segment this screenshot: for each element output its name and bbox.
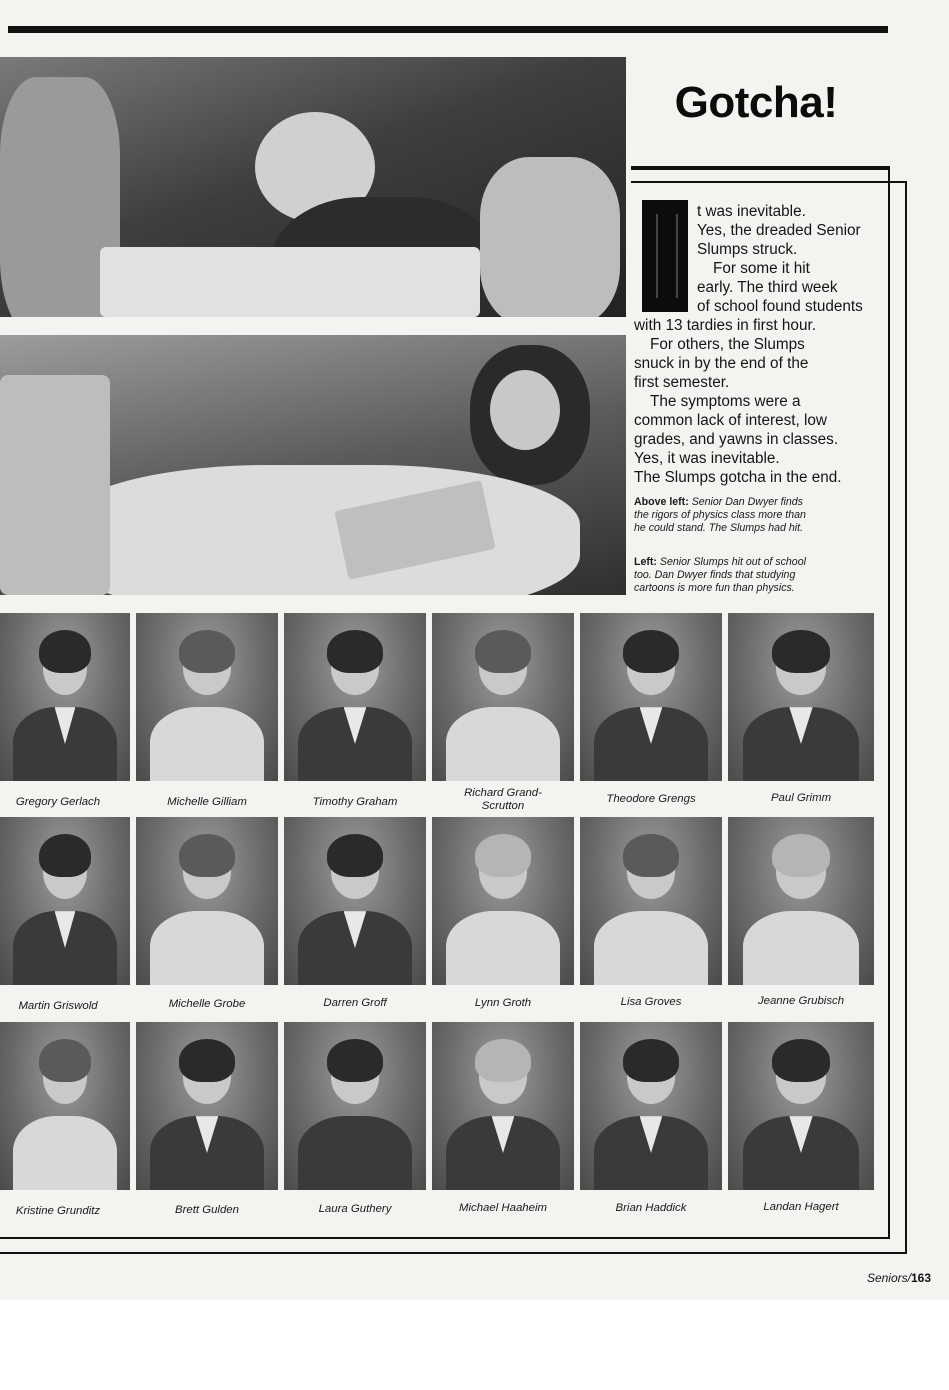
senior-name: Martin Griswold: [18, 1000, 98, 1012]
story-line: For some it hit: [713, 260, 810, 277]
story-line: The symptoms were a: [650, 393, 801, 410]
senior-portrait: [136, 613, 278, 781]
story-line: common lack of interest, low: [634, 412, 827, 429]
story-line: with 13 tardies in first hour.: [634, 317, 816, 334]
caption-line: too. Dan Dwyer finds that studying: [634, 569, 796, 581]
senior-portrait: [580, 1022, 722, 1190]
headline: Gotcha!: [674, 78, 838, 127]
story-line: first semester.: [634, 374, 730, 391]
caption-line: Senior Slumps hit out of school: [659, 556, 806, 568]
story-top-rule: [631, 166, 889, 170]
story-line: t was inevitable.: [697, 203, 806, 220]
senior-portrait: [432, 1022, 574, 1190]
senior-portrait: [580, 613, 722, 781]
senior-portrait: [580, 817, 722, 985]
senior-portrait: [0, 817, 130, 985]
story-line: Yes, the dreaded Senior: [697, 222, 861, 239]
senior-name: Michael Haaheim: [459, 1202, 547, 1214]
senior-name: Darren Groff: [323, 997, 387, 1009]
photo-student-studying-cartoons: [0, 335, 626, 595]
frame-bottom-rule-2: [0, 1252, 907, 1254]
senior-name: Michelle Grobe: [168, 998, 246, 1010]
senior-portrait: [0, 613, 130, 781]
bottom-margin: [0, 1300, 949, 1390]
story-line: Yes, it was inevitable.: [634, 450, 780, 467]
story-line: snuck in by the end of the: [634, 355, 809, 372]
senior-portrait: [728, 1022, 874, 1190]
senior-portrait: [728, 817, 874, 985]
caption-label: Left:: [634, 556, 657, 568]
story-top-rule-2: [631, 181, 907, 183]
senior-portrait: [136, 1022, 278, 1190]
story-line: For others, the Slumps: [650, 336, 805, 353]
senior-name: Laura Guthery: [318, 1203, 392, 1215]
caption-label: Above left:: [634, 496, 689, 508]
footer-separator: /: [907, 1271, 911, 1285]
senior-portrait: [432, 613, 574, 781]
senior-portrait: [284, 817, 426, 985]
senior-portrait: [284, 1022, 426, 1190]
senior-name: Lisa Groves: [620, 996, 682, 1008]
caption-line: he could stand. The Slumps had hit.: [634, 522, 804, 534]
caption-line: the rigors of physics class more than: [634, 509, 806, 521]
senior-portrait: [136, 817, 278, 985]
senior-portrait: [728, 613, 874, 781]
frame-right-rule-inner: [888, 166, 890, 1237]
page-number: 163: [910, 1271, 931, 1285]
story-line: The Slumps gotcha in the end.: [634, 469, 842, 486]
caption-above-left: [634, 496, 806, 535]
caption-line: Senior Dan Dwyer finds: [691, 496, 803, 508]
caption-left: [634, 556, 806, 595]
photo-student-in-class: [0, 57, 626, 317]
senior-name: Kristine Grunditz: [15, 1205, 101, 1217]
senior-name: Gregory Gerlach: [15, 796, 101, 808]
senior-name: Brian Haddick: [615, 1202, 687, 1214]
senior-name: Paul Grimm: [770, 792, 832, 804]
story-line: Slumps struck.: [697, 241, 798, 258]
senior-portrait: [0, 1022, 130, 1190]
story-line: grades, and yawns in classes.: [634, 431, 839, 448]
frame-right-rule-outer: [905, 181, 907, 1253]
senior-portrait: [284, 613, 426, 781]
story-line: of school found students: [697, 298, 863, 315]
senior-name: Jeanne Grubisch: [757, 995, 845, 1007]
senior-name: Brett Gulden: [175, 1204, 239, 1216]
senior-name: Timothy Graham: [312, 796, 398, 808]
senior-name: Lynn Groth: [474, 997, 532, 1009]
story-line: early. The third week: [697, 279, 838, 296]
senior-name: Richard Grand- Scrutton: [464, 787, 542, 812]
drop-cap: [642, 200, 688, 312]
caption-line: cartoons is more fun than physics.: [634, 582, 795, 594]
senior-name: Landan Hagert: [763, 1201, 839, 1213]
senior-name: Theodore Grengs: [606, 793, 696, 805]
footer-section: Seniors: [866, 1271, 908, 1285]
senior-name: Michelle Gilliam: [167, 796, 247, 808]
senior-portrait: [432, 817, 574, 985]
top-rule: [8, 26, 888, 33]
frame-bottom-rule: [0, 1237, 890, 1239]
page-footer: [867, 1271, 931, 1285]
